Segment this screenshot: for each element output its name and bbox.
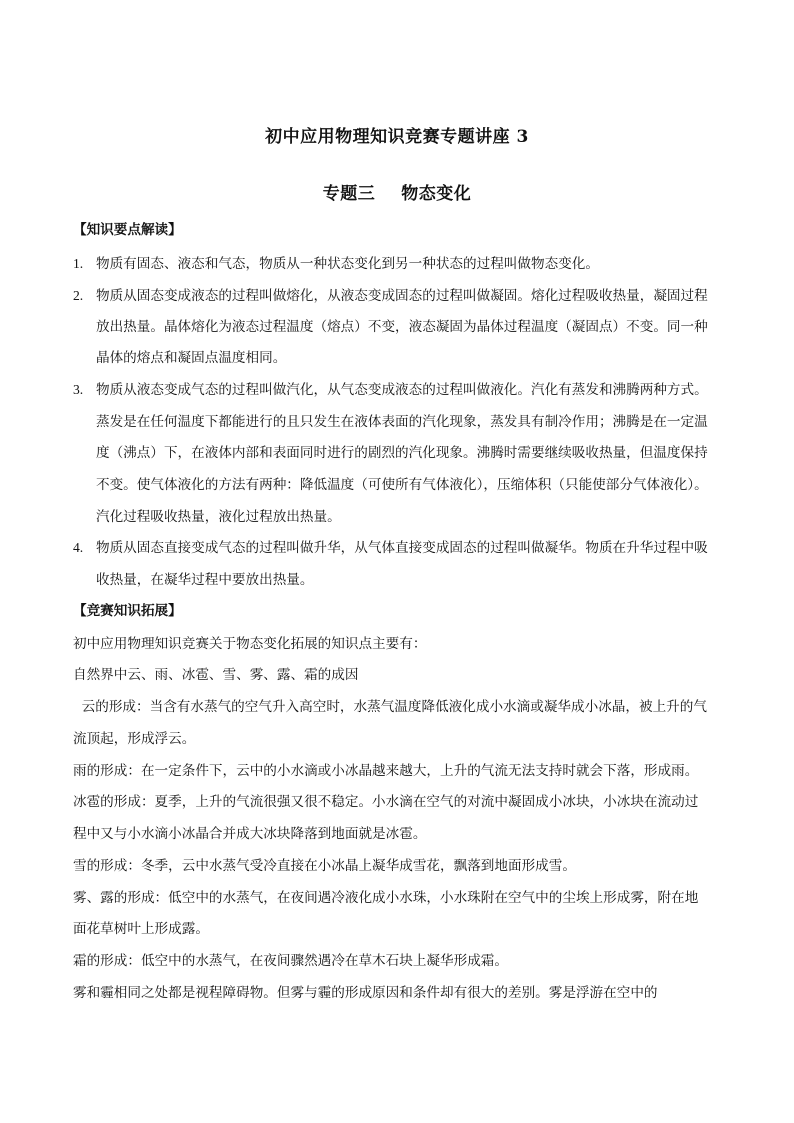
- section2-line-2: 自然界中云、雨、冰雹、雪、雾、露、霜的成因: [73, 667, 359, 683]
- section2-line-8: 雪的形成：冬季，云中水蒸气受冷直接在小冰晶上凝华成雪花，飘落到地面形成雪。: [73, 858, 576, 874]
- document-subtitle: [0, 179, 794, 204]
- item-number-1: 1.: [73, 256, 84, 271]
- section2-line-6: 冰雹的形成：夏季，上升的气流很强又很不稳定。小水滴在空气的对流中凝固成小冰块，小冰块在流动过: [73, 794, 699, 810]
- item-2-line-2: 放出热量。晶体熔化为液态过程温度（熔点）不变，液态凝固为晶体过程温度（凝固点）不变。同一种: [96, 319, 708, 335]
- section2-line-9: 雾、露的形成：低空中的水蒸气，在夜间遇冷液化成小水珠，小水珠附在空气中的尘埃上形成雾，附在地: [73, 890, 699, 906]
- section2-line-4: 流顶起，形成浮云。: [73, 731, 196, 747]
- item-number-4: 4.: [73, 540, 84, 555]
- item-3-line-2: 蒸发是在任何温度下都能进行的且只发生在液体表面的汽化现象，蒸发具有制冷作用；沸腾是在一定温: [96, 414, 708, 430]
- item-2-line-3: 晶体的熔点和凝固点温度相同。: [96, 350, 287, 366]
- item-4-line-2: 收热量，在凝华过程中要放出热量。: [96, 572, 314, 588]
- section-heading-knowledge-points: 【知识要点解读】: [73, 222, 182, 238]
- subtitle-topic-name: 物态变化: [401, 184, 472, 204]
- item-number-2: 2.: [73, 288, 84, 303]
- item-3-line-1: 物质从液态变成气态的过程叫做汽化，从气态变成液态的过程叫做液化。汽化有蒸发和沸腾两种方式。: [96, 382, 708, 398]
- item-3-line-4: 不变。使气体液化的方法有两种：降低温度（可使所有气体液化），压缩体积（只能使部分气体液化）。: [96, 477, 708, 493]
- section2-line-12: 雾和霾相同之处都是视程障碍物。但雾与霾的形成原因和条件却有很大的差别。雾是浮游在空中的: [73, 985, 658, 1001]
- section2-line-7: 程中又与小水滴小冰晶合并成大冰块降落到地面就是冰雹。: [73, 826, 427, 842]
- section2-line-3: 云的形成：当含有水蒸气的空气升入高空时，水蒸气温度降低液化成小水滴或凝华成小冰晶，被上升的气: [73, 699, 707, 715]
- section2-line-5: 雨的形成：在一定条件下，云中的小水滴或小冰晶越来越大，上升的气流无法支持时就会下落，形成雨。: [73, 763, 699, 779]
- document-title: 初中应用物理知识竞赛专题讲座 3: [265, 127, 529, 147]
- item-number-3: 3.: [73, 382, 84, 397]
- item-3-line-5: 汽化过程吸收热量，液化过程放出热量。: [96, 509, 341, 525]
- section2-line-11: 霜的形成：低空中的水蒸气，在夜间骤然遇冷在草木石块上凝华形成霜。: [73, 953, 508, 969]
- subtitle-topic-number: 专题三: [322, 184, 376, 204]
- section2-line-1: 初中应用物理知识竞赛关于物态变化拓展的知识点主要有：: [73, 636, 427, 652]
- item-4-line-1: 物质从固态直接变成气态的过程叫做升华，从气体直接变成固态的过程叫做凝华。物质在升华过程中吸: [96, 540, 708, 556]
- item-1-line-1: 物质有固态、液态和气态，物质从一种状态变化到另一种状态的过程叫做物态变化。: [96, 256, 599, 272]
- item-2-line-1: 物质从固态变成液态的过程叫做熔化，从液态变成固态的过程叫做凝固。熔化过程吸收热量，凝固过程: [96, 288, 708, 304]
- item-3-line-3: 度（沸点）下，在液体内部和表面同时进行的剧烈的汽化现象。沸腾时需要继续吸收热量，但温度保持: [96, 445, 708, 461]
- section-heading-competition-extension: 【竞赛知识拓展】: [73, 603, 182, 619]
- section2-line-10: 面花草树叶上形成露。: [73, 921, 209, 937]
